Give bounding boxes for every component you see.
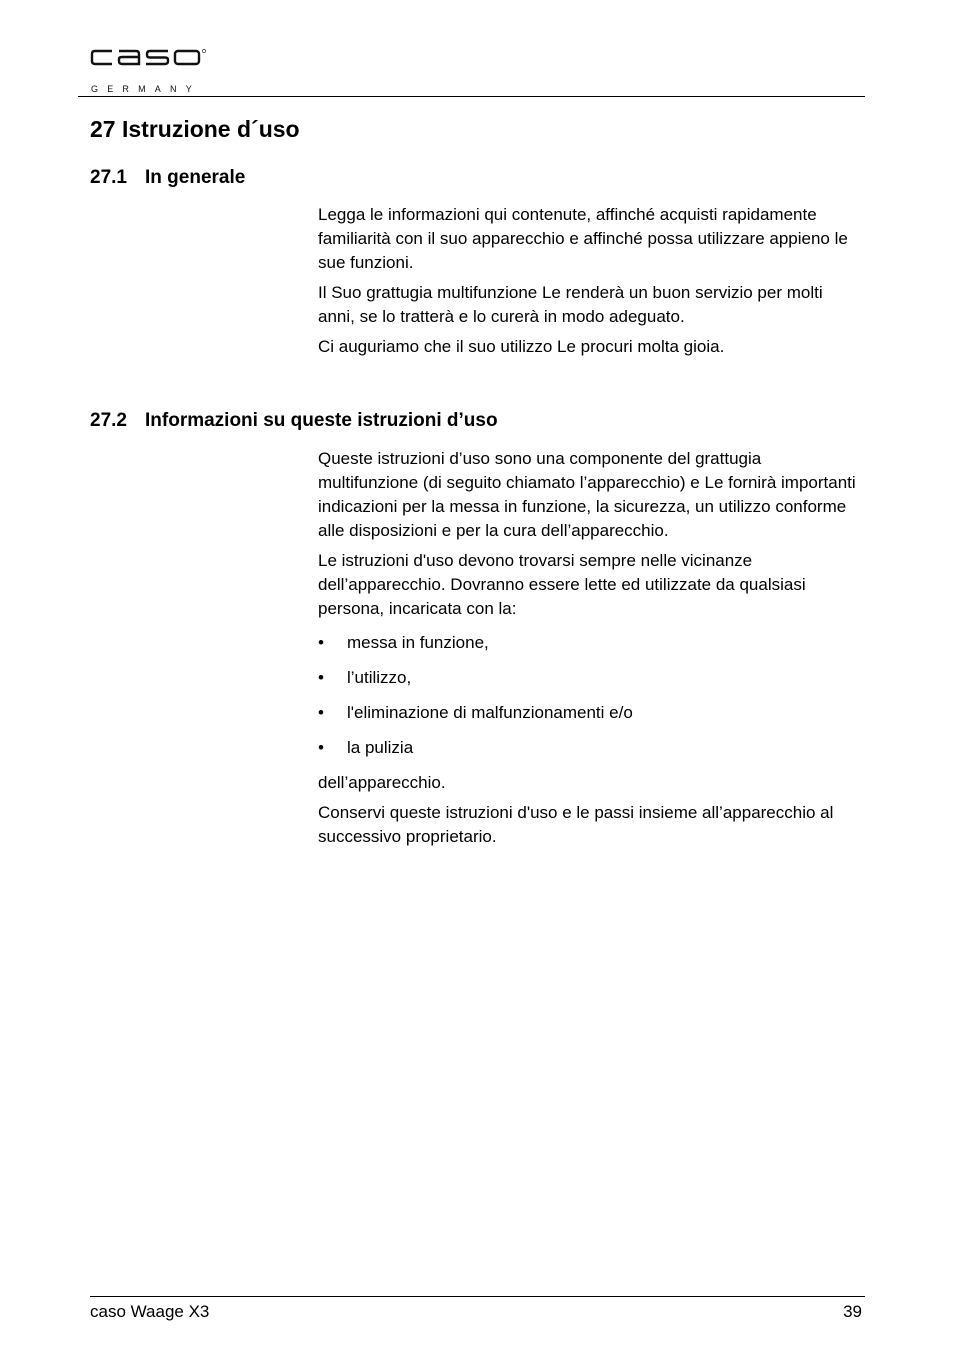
paragraph: Queste istruzioni d’uso sono una componente del grattugia multifunzione (di seguito chiamato l’apparecchio) e Le fornirà importanti indicazioni per la messa in funzione, la sicurezza, un utilizzo conforme alle disposizioni e per la cura dell’apparecchio.	[318, 449, 856, 540]
paragraph: Conservi queste istruzioni d'uso e le passi insieme all’apparecchio al successivo proprietario.	[318, 803, 834, 846]
chapter-title: 27 Istruzione d´uso	[90, 116, 300, 142]
section-heading-general	[90, 167, 245, 189]
list-item: • l'eliminazione di malfunzionamenti e/o	[318, 701, 863, 736]
bullet-icon: •	[318, 633, 324, 652]
section-general-body	[318, 203, 863, 365]
section-number: 27.1	[90, 167, 127, 188]
paragraph: Il Suo grattugia multifunzione Le renderà un buon servizio per molti anni, se lo tratterà e lo curerà in modo adeguato.	[318, 283, 823, 326]
header-divider	[78, 96, 865, 97]
bullet-list	[318, 631, 863, 771]
section-heading-instructions	[90, 410, 498, 432]
footer-divider	[90, 1296, 865, 1297]
paragraph: Ci auguriamo che il suo utilizzo Le procuri molta gioia.	[318, 337, 725, 356]
paragraph: Le istruzioni d'uso devono trovarsi sempre nelle vicinanze dell’apparecchio. Dovranno essere lette ed utilizzate da qualsiasi persona, incaricata con la:	[318, 551, 806, 618]
section-number: 27.2	[90, 410, 127, 431]
section-instructions-body	[318, 447, 863, 855]
caso-logo	[78, 30, 208, 98]
section-title: In generale	[145, 167, 246, 188]
section-title: Informazioni su queste istruzioni d’uso	[145, 410, 498, 431]
bullet-icon: •	[318, 738, 324, 757]
list-item: • messa in funzione,	[318, 631, 863, 666]
page-header	[78, 30, 865, 98]
caso-logo-wordmark	[90, 48, 208, 68]
paragraph: Legga le informazioni qui contenute, affinché acquisti rapidamente familiarità con il suo apparecchio e affinché possa utilizzare appieno le sue funzioni.	[318, 205, 848, 272]
logo-germany-text: GERMANY	[91, 84, 201, 94]
list-item: • l’utilizzo,	[318, 666, 863, 701]
footer-page-number: 39	[843, 1302, 862, 1321]
footer-product-name: caso Waage X3	[90, 1302, 210, 1321]
list-item: • la pulizia	[318, 736, 863, 771]
bullet-icon: •	[318, 668, 324, 687]
paragraph: dell’apparecchio.	[318, 773, 446, 792]
bullet-icon: •	[318, 703, 324, 722]
